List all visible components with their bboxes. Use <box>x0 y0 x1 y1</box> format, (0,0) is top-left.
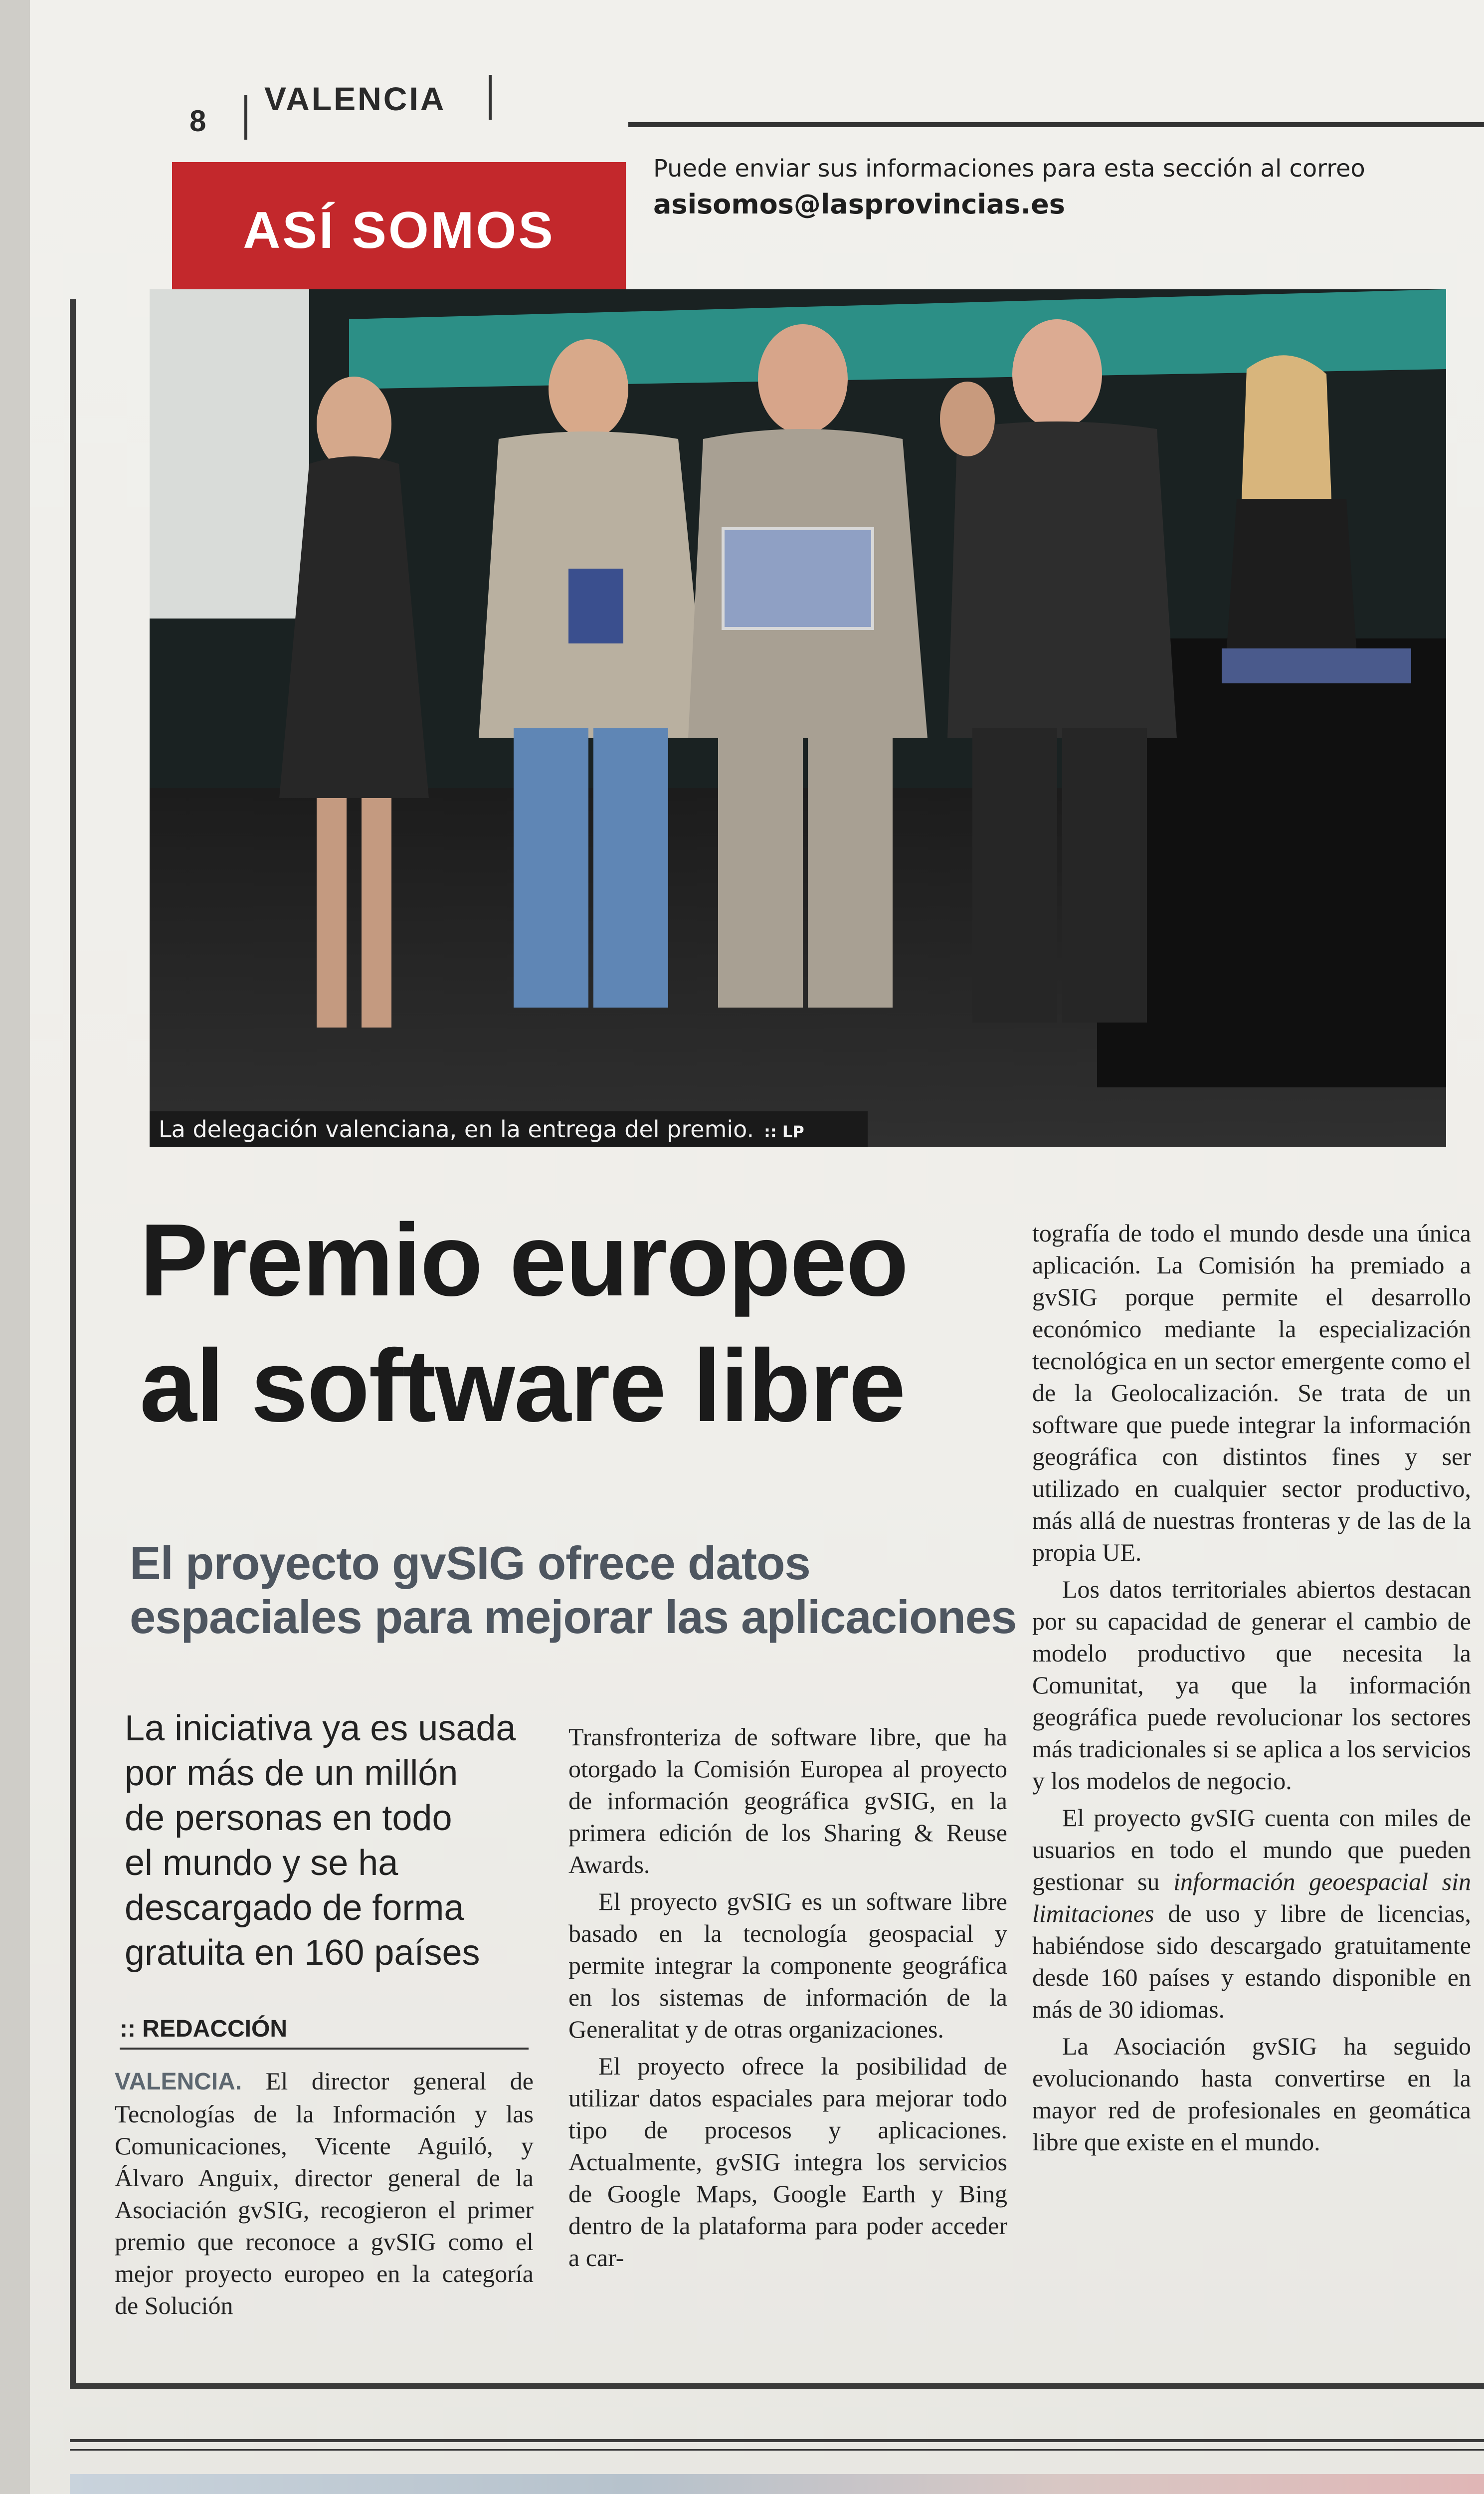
headline-line-2: al software libre <box>140 1328 905 1443</box>
lead-line: por más de un millón <box>125 1753 458 1793</box>
subheadline <box>130 1536 1047 1644</box>
body-paragraph <box>1032 1802 1471 2025</box>
page-edge-shadow <box>0 0 30 2494</box>
body-text: El director general de Tecnologías de la Información y las Comunicaciones, Vicente Aguiló, y Álvaro Anguix, director general de la Asociación gvSIG, recogieron el primer premio que reconoce a gvSIG como el mejor proyecto europeo en la categoría de Solución <box>115 2067 534 2319</box>
lead-line: gratuita en 160 países <box>125 1933 480 1973</box>
body-paragraph: El proyecto gvSIG es un software libre basado en la tecnología geospacial y permite integrar la componente geográfica en los sistemas de información de la Generalitat y de otras organizaciones. <box>568 1887 1007 2043</box>
body-text-italic: información geoespacial sin limitaciones <box>1032 1868 1471 1927</box>
body-text: de uso y libre de licencias, habiéndose sido descargado gratuitamente desde 160 países y estando disponible en más de 30 idiomas. <box>1032 1899 1471 2023</box>
body-paragraph: tografía de todo el mundo desde una única aplicación. La Comisión ha premiado a gvSIG porque permite el desarrollo económico mediante la especialización tecnológica en un sector emergente como el de la Geolocalización. Se trata de un software que puede integrar la información geográfica con distintos fines y ser utilizado en cualquier sector productivo, más allá de nuestras fronteras y de las de la propia UE. <box>1032 1219 1471 1566</box>
bottom-rule-thin <box>70 2449 1484 2451</box>
subheadline-line-1: El proyecto gvSIG ofrece datos <box>130 1537 810 1589</box>
headline-line-1: Premio europeo <box>140 1203 908 1317</box>
body-paragraph: El proyecto ofrece la posibilidad de utilizar datos espaciales para mejorar todo tipo de procesos y aplicaciones. Actualmente, gvSIG integra los servicios de Google Maps, Google Earth y Bing dentro de la plataforma para poder acceder a car- <box>568 2052 1007 2272</box>
contact-email: asisomos@lasprovincias.es <box>653 189 1065 220</box>
lead-line: La iniciativa ya es usada <box>125 1708 516 1748</box>
lead-text <box>125 1706 554 1975</box>
body-paragraph: Transfronteriza de software libre, que ha otorgado la Comisión Europea al proyecto de información geográfica gvSIG, en la primera edición de los Sharing & Reuse Awards. <box>568 1723 1007 1878</box>
award-photo <box>150 289 1446 1147</box>
byline: :: REDACCIÓN <box>120 2015 529 2050</box>
bottom-rule <box>70 2439 1484 2442</box>
body-paragraph <box>115 2065 534 2321</box>
caption-text: La delegación valenciana, en la entrega del premio. <box>159 1116 754 1143</box>
section-name: VALENCIA <box>264 80 446 117</box>
headline <box>140 1197 1037 1449</box>
body-column-1 <box>115 2065 534 2326</box>
advertisement <box>70 2474 1484 2494</box>
photo-caption <box>150 1111 868 1147</box>
top-rule <box>628 122 1484 127</box>
award-photo-illustration <box>150 289 1446 1147</box>
header-divider-right <box>489 75 492 120</box>
body-paragraph: La Asociación gvSIG ha seguido evolucionando hasta convertirse en la mayor red de profesionales en geomática libre que existe en el mundo. <box>1032 2032 1471 2156</box>
body-paragraph: Los datos territoriales abiertos destacan por su capacidad de generar el cambio de modelo productivo que necesita la Comunitat, ya que la información geográfica puede revolucionar los sectores más tradicionales si se aplica a los servicios y los modelos de negocio. <box>1032 1575 1471 1795</box>
section-banner: ASÍ SOMOS <box>172 162 626 299</box>
lead-line: el mundo y se ha <box>125 1843 398 1883</box>
header-divider-left <box>244 95 247 140</box>
dateline-city: VALENCIA. <box>115 2069 242 2095</box>
body-text: El proyecto gvSIG cuenta con miles de usuarios en todo el mundo que pueden gestionar su <box>1032 1804 1471 1895</box>
page-number: 8 <box>189 104 206 138</box>
subheadline-line-2: espaciales para mejorar las aplicaciones <box>130 1591 1017 1643</box>
body-column-3 <box>1032 1217 1471 2163</box>
body-column-2 <box>568 1721 1007 2279</box>
contact-text: Puede enviar sus informaciones para esta sección al correo <box>653 155 1365 183</box>
photo-credit: :: LP <box>764 1122 804 1141</box>
lead-line: descargado de forma <box>125 1888 464 1928</box>
lead-line: de personas en todo <box>125 1798 452 1838</box>
